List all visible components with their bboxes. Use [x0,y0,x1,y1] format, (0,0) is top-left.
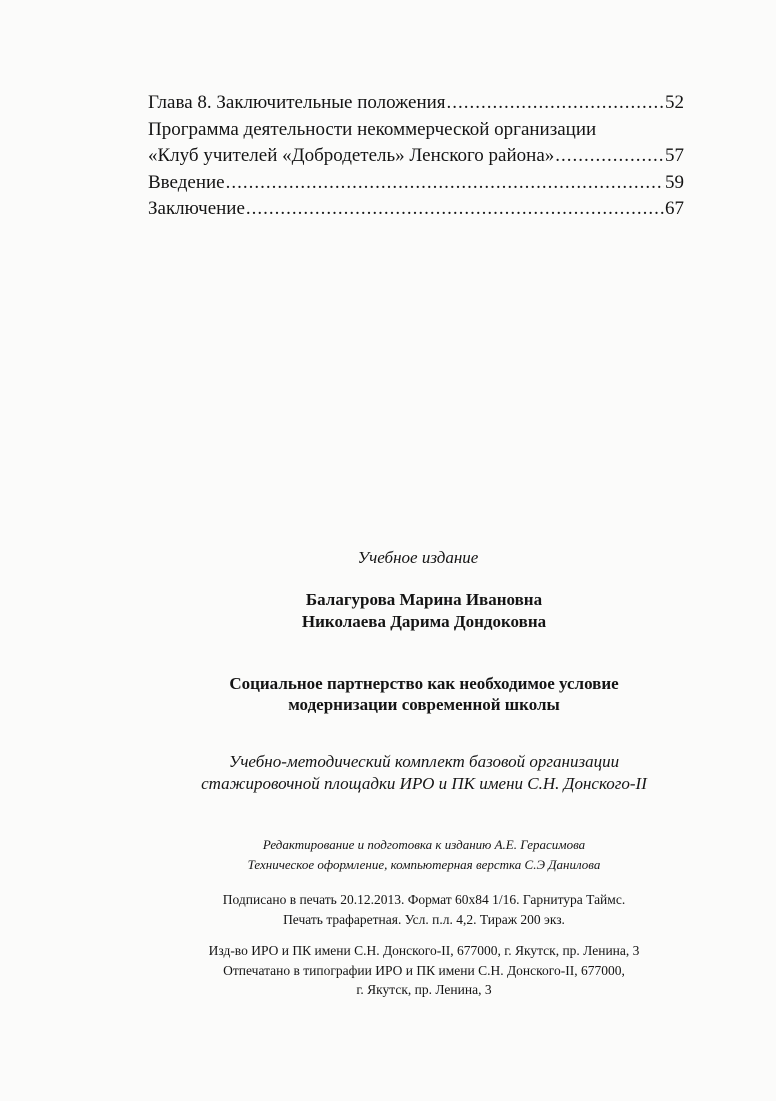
toc-entry-label: Заключение [148,198,245,219]
book-title-line: модернизации современной школы [288,695,560,714]
toc-dot-leader [555,143,664,170]
author-name: Николаева Дарима Дондоковна [301,612,547,631]
print-details-line: Подписано в печать 20.12.2013. Формат 60х84 1/16. Гарнитура Таймс. [222,892,626,907]
toc-entry-label: Глава 8. Заключительные положения [148,92,446,113]
toc-entry-label-line1: Программа деятельности некоммерческой организации [148,118,597,140]
book-subtitle [36,751,776,795]
publisher-line: Изд-во ИРО и ПК имени С.Н. Донского-II, 677000, г. Якутск, пр. Ленина, 3 [208,943,640,958]
toc-entry-label: «Клуб учителей «Добродетель» Ленского района» [148,145,555,166]
toc-entry-page: 59 [665,171,684,193]
toc-dot-leader [246,196,664,223]
toc-entry [148,143,684,170]
book-title [36,673,776,715]
toc-entry-page: 67 [665,198,684,219]
authors-block [36,589,776,633]
publisher-line: Отпечатано в типографии ИРО и ПК имени С.Н. Донского-II, 677000, [223,962,625,978]
credit-line: Техническое оформление, компьютерная верстка С.Э Данилова [247,857,601,872]
toc-entry [148,170,684,197]
toc-entry-page: 52 [665,92,684,113]
edition-type: Учебное издание [357,548,479,567]
editorial-credits [36,835,776,875]
toc-entry-label: Введение [148,171,225,193]
print-details-line: Печать трафаретная. Усл. п.л. 4,2. Тираж 200 экз. [283,912,565,927]
print-details [36,890,776,930]
publisher-info [36,941,776,1000]
book-subtitle-line: Учебно-методический комплект базовой организации [228,752,620,771]
toc-dot-leader [447,90,664,117]
toc-entry [148,90,684,117]
book-subtitle-line: стажировочной площадки ИРО и ПК имени С.Н. Донского-II [201,774,647,793]
credit-line: Редактирование и подготовка к изданию А.Е. Герасимова [262,837,586,852]
toc-entry [148,196,684,223]
table-of-contents [148,90,684,223]
author-name: Балагурова Марина Ивановна [305,590,543,609]
book-title-line: Социальное партнерство как необходимое условие [229,674,619,693]
toc-entry-first-line [148,117,684,144]
toc-entry-page: 57 [665,145,684,166]
publisher-line: г. Якутск, пр. Ленина, 3 [356,982,492,997]
toc-dot-leader [226,170,664,197]
